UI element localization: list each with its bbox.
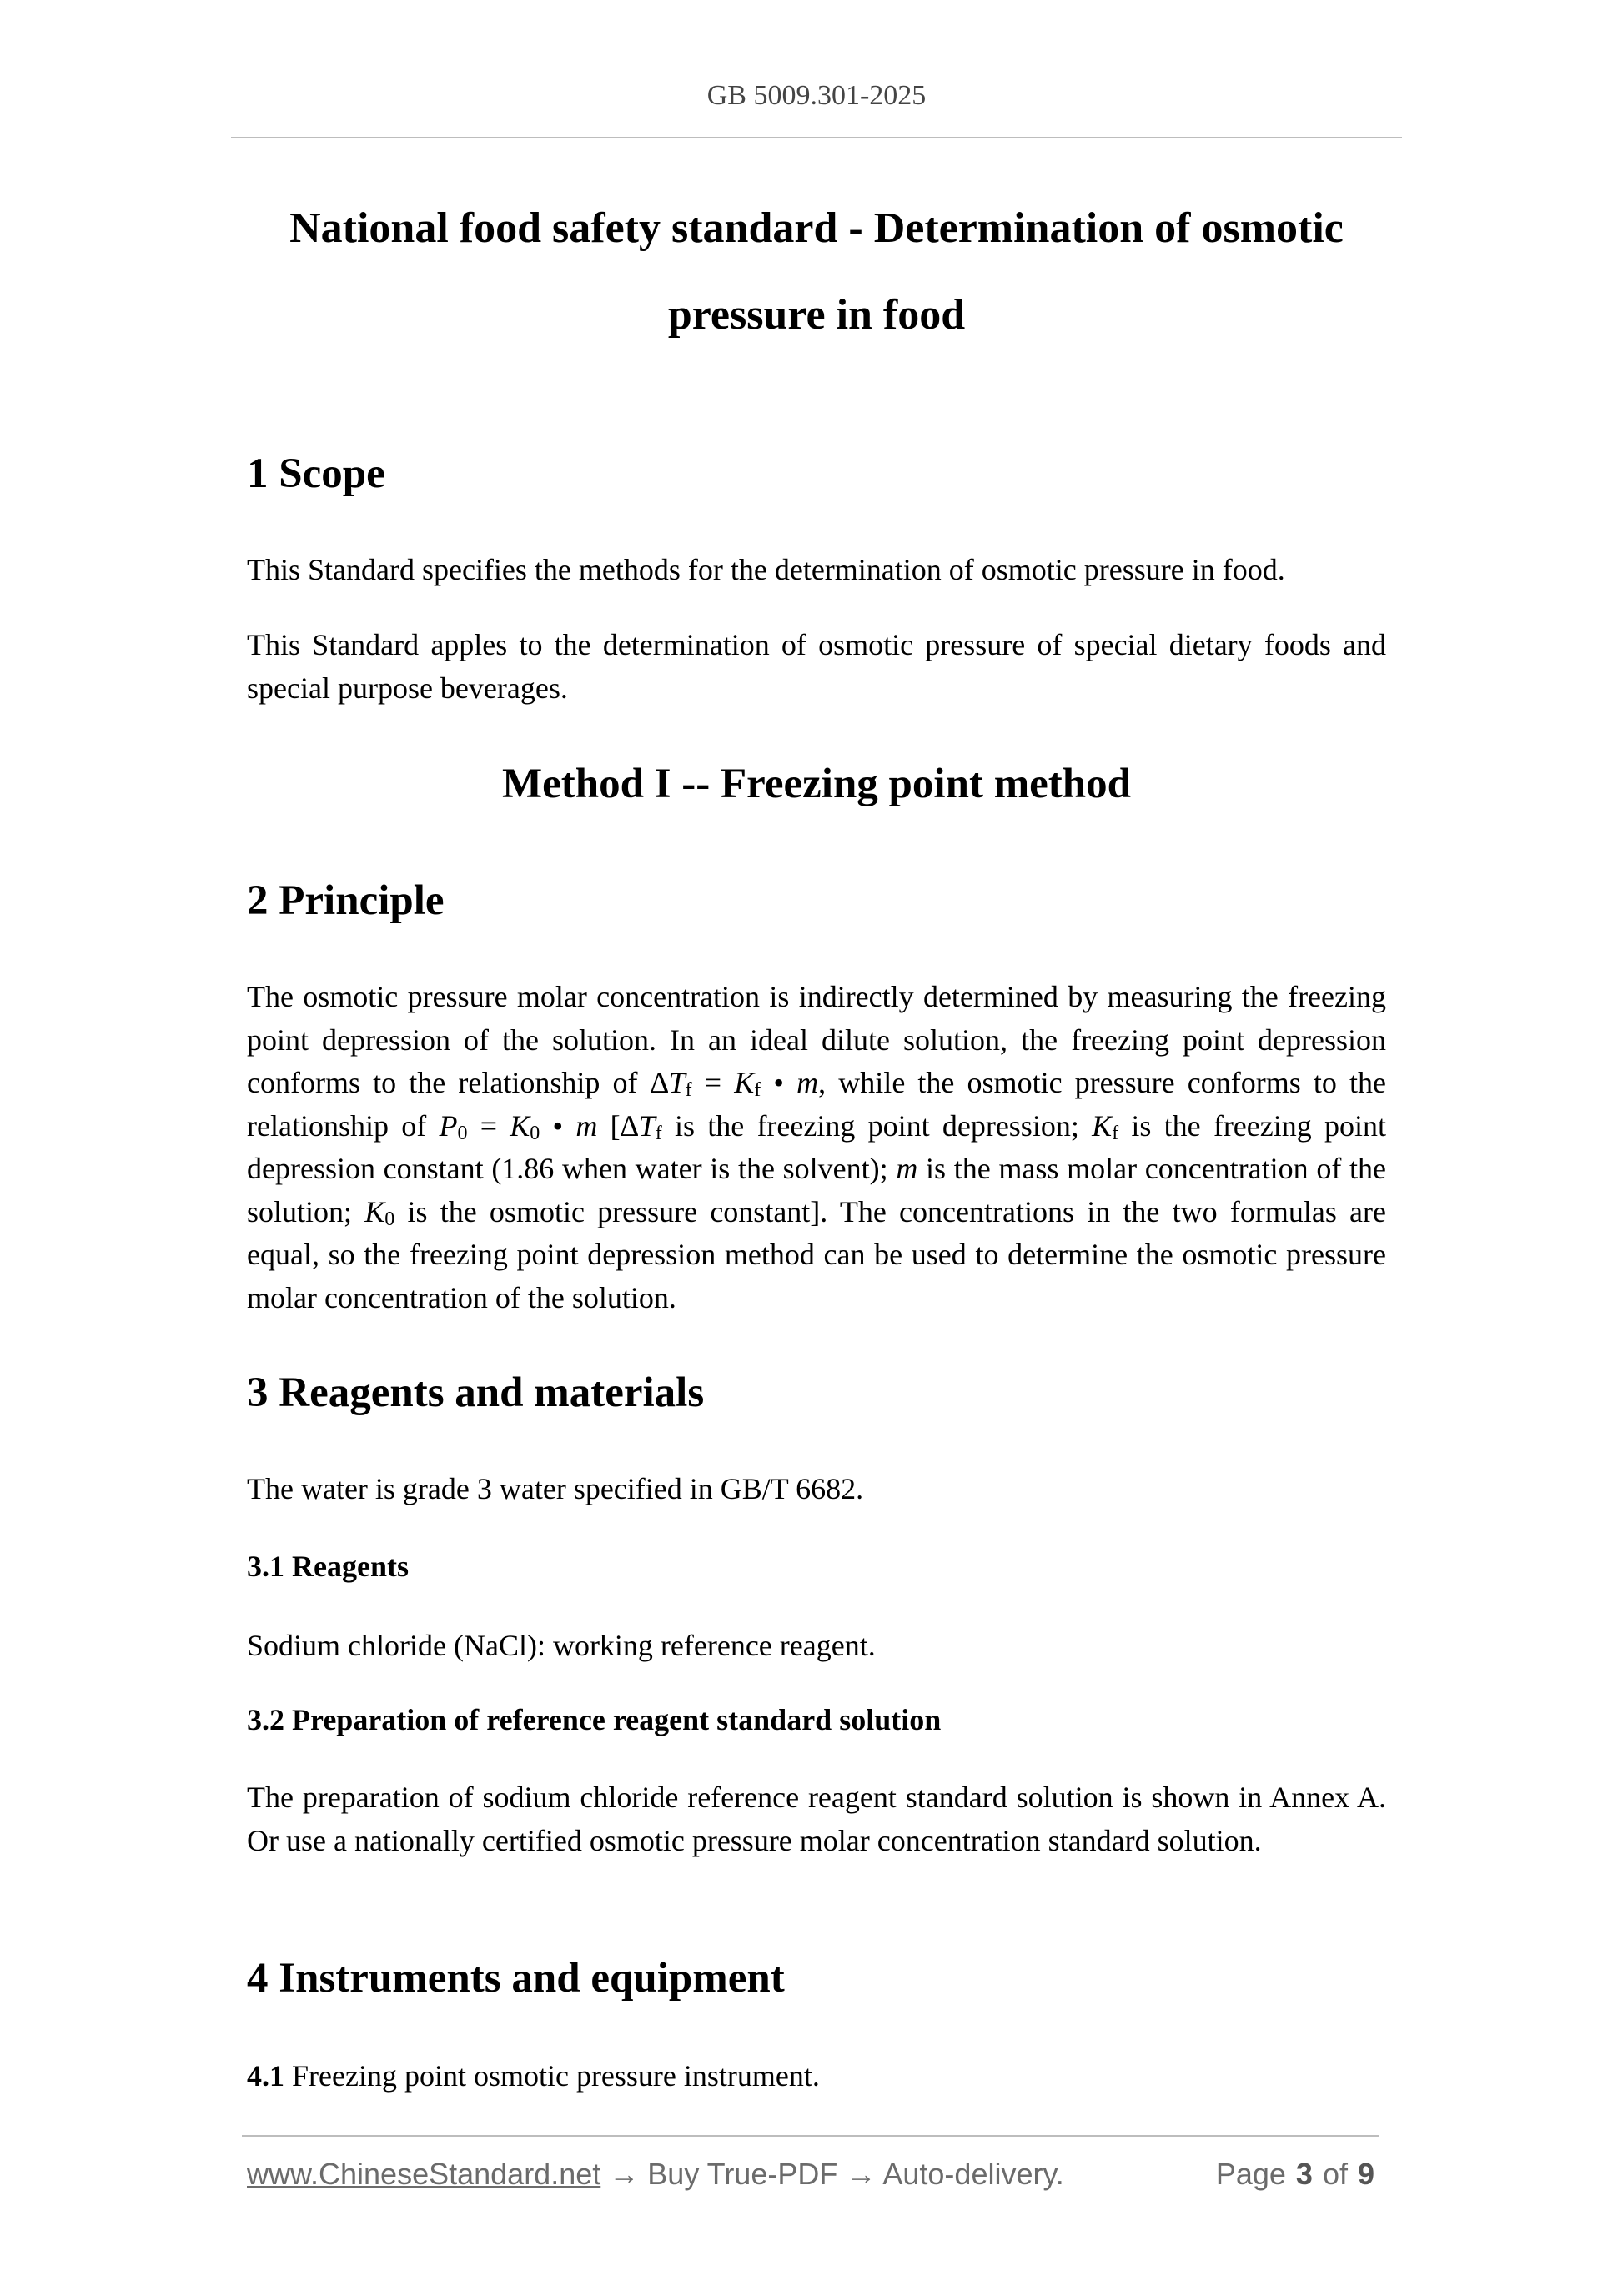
- page-label: Page: [1215, 2157, 1286, 2191]
- page-indicator: [1216, 2157, 1374, 2192]
- footer-promo: [247, 2157, 1064, 2192]
- document-header-code: GB 5009.301-2025: [706, 80, 927, 111]
- instrument-item-text: Freezing point osmotic pressure instrument.: [284, 2059, 820, 2093]
- principle-paragraph: The osmotic pressure molar concentration is indirectly determined by measuring the freezing point depression of the solution. In an ideal dilute solution, the freezing point depression conforms to the relationship of $\Delta T_f = K_f$ • m, while the osmotic pressure conforms to the relationship of $P_0 = K_0$ • m [$\Delta T_f$ is the freezing point depression; $K_f$ is the freezing point depression constant (1.86 when water is the solvent); m is the mass molar concentration of the solution; $K_0$ is the osmotic pressure constant]. The concentrations in the two formulas are equal, so the freezing point depression method can be used to determine the osmotic pressure molar concentration of the solution.: [247, 980, 1387, 1314]
- reagents-text: Sodium chloride (NaCl): working reference reagent.: [247, 1629, 876, 1662]
- subsection-heading-reagents: 3.1 Reagents: [247, 1550, 409, 1583]
- document-title: [231, 185, 1402, 359]
- header-divider: [231, 137, 1402, 138]
- page-of-label: of: [1322, 2157, 1348, 2191]
- arrow-icon: →: [846, 2157, 877, 2191]
- preparation-text: The preparation of sodium chloride reference reagent standard solution is shown in Annex A. Or use a nationally certified osmotic pressure molar concentration standard solution.: [247, 1781, 1386, 1857]
- scope-paragraph-1: This Standard specifies the methods for the determination of osmotic pressure in food.: [247, 553, 1285, 586]
- reagents-intro: The water is grade 3 water specified in GB/T 6682.: [247, 1472, 864, 1505]
- section-heading-instruments: 4 Instruments and equipment: [247, 1955, 785, 2002]
- instrument-item-number: 4.1: [247, 2059, 284, 2093]
- scope-paragraph-2: This Standard apples to the determination of osmotic pressure of special dietary foods and special purpose beverages.: [247, 628, 1386, 705]
- instrument-item: [247, 2055, 1386, 2098]
- section-heading-reagents: 3 Reagents and materials: [247, 1369, 705, 1416]
- website-link[interactable]: www.ChineseStandard.net: [247, 2157, 601, 2191]
- page-total: 9: [1357, 2157, 1374, 2191]
- title-line-2: pressure in food: [667, 291, 966, 339]
- title-line-1: National food safety standard - Determination of osmotic: [289, 204, 1344, 252]
- auto-delivery-text: Auto-delivery.: [882, 2157, 1064, 2191]
- page-current: 3: [1295, 2157, 1313, 2191]
- buy-text: Buy True-PDF: [647, 2157, 838, 2191]
- section-heading-scope: 1 Scope: [247, 450, 385, 497]
- footer-divider: [242, 2135, 1379, 2137]
- section-heading-principle: 2 Principle: [247, 877, 445, 924]
- method-heading: Method I -- Freezing point method: [501, 761, 1132, 807]
- arrow-icon: →: [609, 2157, 640, 2191]
- subsection-heading-preparation: 3.2 Preparation of reference reagent standard solution: [247, 1703, 942, 1736]
